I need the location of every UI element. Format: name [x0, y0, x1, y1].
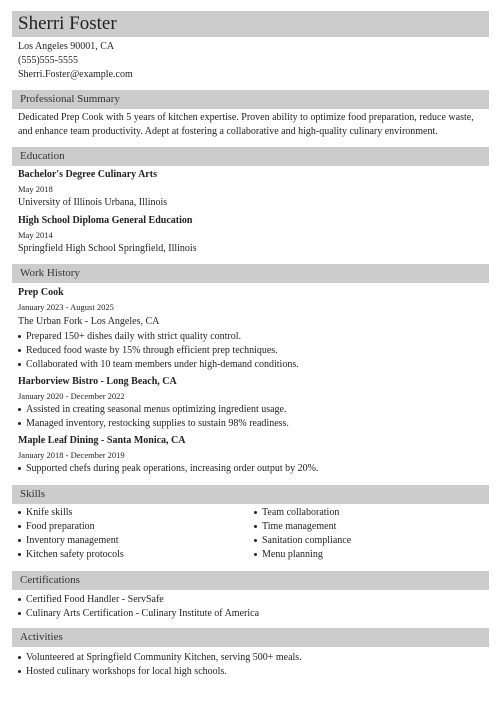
education-date: May 2014	[18, 230, 53, 240]
bullet-icon	[254, 525, 257, 528]
education-section-bar	[12, 147, 489, 166]
bullet-icon	[18, 467, 21, 470]
bullet-icon	[18, 612, 21, 615]
skill-text: Team collaboration	[262, 507, 340, 518]
bullet-icon	[18, 511, 21, 514]
skill-text: Sanitation compliance	[262, 535, 352, 546]
work-section-bar	[12, 264, 489, 283]
certifications-title: Certifications	[20, 574, 80, 586]
skill-text: Time management	[262, 521, 337, 532]
bullet-icon	[18, 335, 21, 338]
education-title: Education	[20, 150, 65, 162]
bullet-icon	[18, 363, 21, 366]
candidate-name: Sherri Foster	[18, 13, 117, 34]
education-degree: Bachelor's Degree Culinary Arts	[18, 169, 157, 180]
certification-text: Certified Food Handler - ServSafe	[26, 594, 164, 605]
job-title: Prep Cook	[18, 287, 64, 298]
bullet-icon	[18, 408, 21, 411]
job-bullet-text: Prepared 150+ dishes daily with strict quality control.	[26, 331, 242, 342]
bullet-icon	[18, 598, 21, 601]
summary-text: Dedicated Prep Cook with 5 years of kitchen expertise. Proven ability to optimize food preparation, reduce waste, and enhance team productivity. Adept at fostering a collaborative and high-quality culinary environment.	[18, 112, 474, 137]
certifications-section-bar	[12, 571, 489, 590]
skill-text: Food preparation	[26, 521, 95, 532]
activities-title: Activities	[20, 631, 63, 643]
job-dates: January 2023 - August 2025	[18, 302, 114, 312]
address: Los Angeles 90001, CA	[18, 41, 115, 52]
job-bullet-text: Supported chefs during peak operations, increasing order output by 20%.	[26, 463, 319, 474]
education-date: May 2018	[18, 184, 53, 194]
bullet-icon	[254, 553, 257, 556]
education-degree: High School Diploma General Education	[18, 215, 193, 226]
bullet-icon	[254, 539, 257, 542]
bullet-icon	[18, 539, 21, 542]
job-bullet-text: Managed inventory, restocking supplies to sustain 98% readiness.	[26, 418, 289, 429]
skills-section-bar	[12, 485, 489, 504]
phone: (555)555-5555	[18, 55, 78, 66]
job-bullet-text: Assisted in creating seasonal menus optimizing ingredient usage.	[26, 404, 287, 415]
education-school: Springfield High School Springfield, Illinois	[18, 243, 197, 254]
bullet-icon	[18, 553, 21, 556]
summary-title: Professional Summary	[20, 93, 120, 105]
job-bullet-text: Reduced food waste by 15% through efficient prep techniques.	[26, 345, 278, 356]
email: Sherri.Foster@example.com	[18, 69, 133, 80]
bullet-icon	[18, 525, 21, 528]
job-bullet-text: Collaborated with 10 team members under high-demand conditions.	[26, 359, 299, 370]
skill-text: Menu planning	[262, 549, 323, 560]
bullet-icon	[18, 670, 21, 673]
education-school: University of Illinois Urbana, Illinois	[18, 197, 168, 208]
job-employer: The Urban Fork - Los Angeles, CA	[18, 316, 160, 327]
job-dates: January 2020 - December 2022	[18, 391, 125, 401]
activity-text: Hosted culinary workshops for local high schools.	[26, 666, 227, 677]
job-title: Maple Leaf Dining - Santa Monica, CA	[18, 435, 186, 446]
skills-title: Skills	[20, 488, 46, 500]
activity-text: Volunteered at Springfield Community Kitchen, serving 500+ meals.	[26, 652, 302, 663]
bullet-icon	[18, 656, 21, 659]
job-title: Harborview Bistro - Long Beach, CA	[18, 376, 177, 387]
work-title: Work History	[20, 267, 80, 279]
skill-text: Kitchen safety protocols	[26, 549, 124, 560]
bullet-icon	[18, 422, 21, 425]
job-dates: January 2018 - December 2019	[18, 450, 125, 460]
bullet-icon	[254, 511, 257, 514]
skill-text: Inventory management	[26, 535, 119, 546]
bullet-icon	[18, 349, 21, 352]
skill-text: Knife skills	[26, 507, 73, 518]
certification-text: Culinary Arts Certification - Culinary Institute of America	[26, 608, 260, 619]
activities-section-bar	[12, 628, 489, 647]
